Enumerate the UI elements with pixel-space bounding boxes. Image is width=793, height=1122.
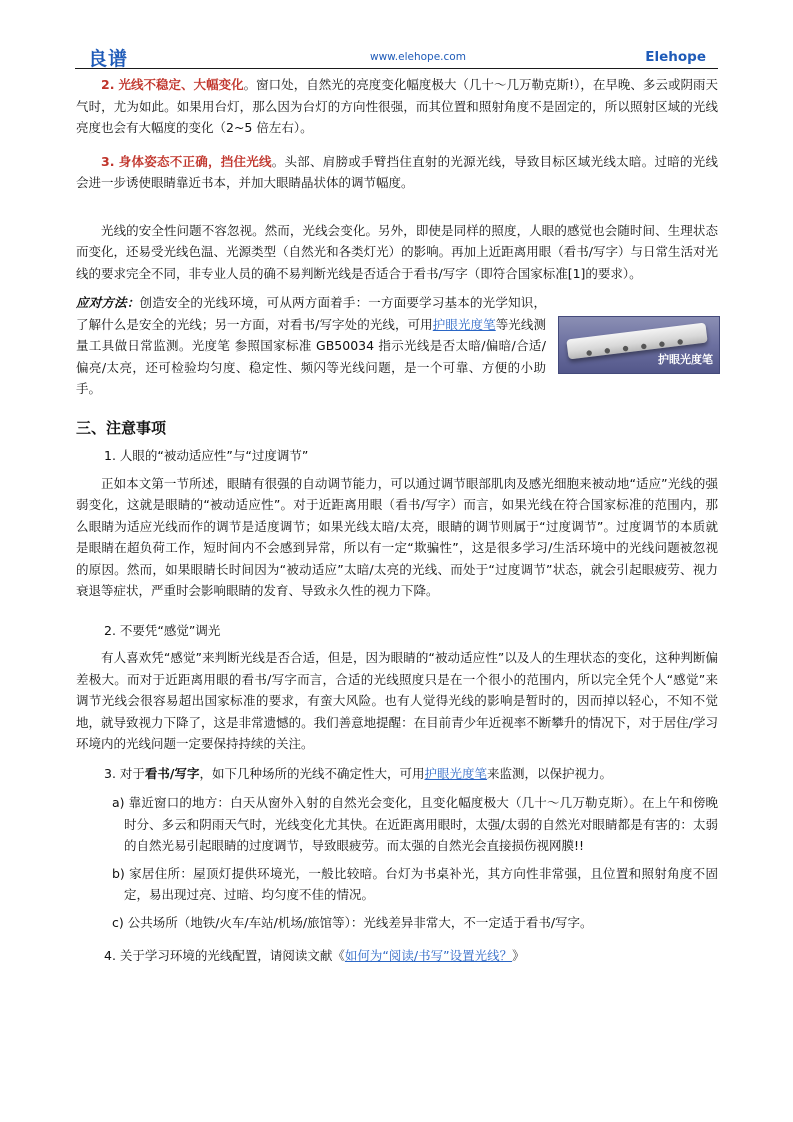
point-3-text: 。头部、肩膀或手臂挡住直射的光源光线，导致目标区域光线太暗。过暗的光线会进一步诱使眼睛靠近书本，并加大眼睛晶状体的调节幅度。 [76,153,718,190]
item-3-prefix: 3. 对于 [104,765,145,781]
method-text-2: 等光线测量工具做日常监测。光度笔 参照国家标准 GB50034 指示光线是否太暗/偏暗/合适/偏亮/太亮，还可检验均匀度、稳定性、频闪等光线问题，是一个可靠、方便的小助手。 [76,316,546,396]
item-4-prefix: 4. 关于学习环境的光线配置，请阅读文献《 [104,948,345,963]
method-section [76,292,718,400]
method-text-1: 创造安全的光线环境，可从两方面着手：一方面要学习基本的光学知识，了解什么是安全的光线；另一方面，对看书/写字处的光线，可用 [76,295,546,332]
page-header [88,44,706,70]
logo: 良谱 [88,48,129,70]
item-2-title: 2. 不要凭“感觉”调光 [104,622,221,638]
item-3-suffix: 来监测，以保护视力。 [487,765,613,781]
method-label: 应对方法： [76,295,140,310]
method-paragraph [76,292,546,400]
light-meter-link-2[interactable]: 护眼光度笔 [424,765,488,781]
reading-light-link[interactable]: 如何为“阅读/书写”设置光线？ [344,948,513,963]
point-2-number: 2. [101,77,115,92]
pen-indicator-dots: ● ● ● ● ● ● [585,336,689,358]
light-meter-pen-image [558,316,720,374]
site-url[interactable]: www.elehope.com [370,51,466,63]
item-4-suffix: 》 [512,948,525,963]
point-2-title: 光线不稳定、大幅变化 [118,77,244,92]
point-3-number: 3. [101,153,115,169]
item-2-text: 有人喜欢凭“感觉”来判断光线是否合适，但是，因为眼睛的“被动适应性”以及人的生理状态的变化，这种判断偏差极大。而对于近距离用眼的看书/写字而言，合适的光线照度只是在一个很小的范围内，所以完全凭个人“感觉”来调节光线会很容易超出国家标准的要求，有蛮大风险。也有人觉得光线的影响是暂时的，因而掉以轻心，不知不觉地，就导致视力下降了，这是非常遗憾的。我们善意地提醒：在目前青少年近视率不断攀升的情况下，对于居住/学习环境内的光线问题一定要保持持续的关注。 [76,650,718,751]
document-body [76,74,718,967]
pen-image-label: 护眼光度笔 [658,352,713,366]
item-3-title [76,763,718,785]
safety-paragraph: 光线的安全性问题不容忽视。然而，光线会变化。另外，即使是同样的照度，人眼的感觉也会随时间、生理状态而变化，还易受光线色温、光源类型（自然光和各类灯光）的影响。再加上近距离用眼（看书/写字）与日常生活对光线的要求完全不同，非专业人员的确不易判断光线是否适合于看书/写字（即符合国家标准[1]的要求）。 [76,222,718,281]
item-1-title: 1. 人眼的“被动适应性”与“过度调节” [104,448,309,463]
point-3 [76,151,718,194]
brand-name: Elehope [645,49,706,65]
item-3c: c) 公共场所（地铁/火车/车站/机场/旅馆等）：光线差异非常大，不一定适于看书/写字。 [112,914,593,930]
light-meter-link[interactable]: 护眼光度笔 [432,316,496,332]
point-2 [76,74,718,139]
item-1-text: 正如本文第一节所述，眼睛有很强的自动调节能力，可以通过调节眼部肌肉及感光细胞来被动地“适应”光线的强弱变化，这就是眼睛的“被动适应性”。对于近距离用眼（看书/写字）而言，如果光线在符合国家标准的范围内，那么眼睛为适应光线而作的调节是适度调节；如果光线太暗/太亮，眼睛的调节则属于“过度调节”。过度调节的本质就是眼睛在超负荷工作，短时间内不会感到异常，所以有一定“欺骗性”，这是很多学习/生活环境中的光线问题被忽视的原因。然而，如果眼睛长时间因为“被动适应”太暗/太亮的光线、而处于“过度调节”状态，就会引起眼疲劳、视力衰退等症状，严重时会影响眼睛的发育、导致永久性的视力下降。 [76,475,718,598]
item-3-bold: 看书/写字 [144,765,200,781]
header-divider [75,68,718,69]
point-2-text: 。窗口处，自然光的亮度变化幅度极大（几十～几万勒克斯!），在早晚、多云或阴雨天气时，尤为如此。如果用台灯，那么因为台灯的方向性很强，而其位置和照射角度不是固定的，所以照射区域的光线亮度也会有大幅度的变化（2~5 倍左右）。 [76,77,718,135]
item-3a: a) 靠近窗口的地方：白天从窗外入射的自然光会变化，且变化幅度极大（几十～几万勒克斯）。在上午和傍晚时分、多云和阴雨天气时，光线变化尤其快。在近距离用眼时，太强/太弱的自然光对眼睛都是有害的：太弱的自然光易引起眼睛的过度调节，导致眼疲劳。而太强的自然光会直接损伤视网膜!! [112,795,718,853]
section-3-heading: 三、注意事项 [76,418,167,437]
item-4 [76,945,718,967]
point-3-title: 身体姿态不正确，挡住光线 [118,153,272,169]
item-3b: b) 家居住所：屋顶灯提供环境光，一般比较暗。台灯为书桌补光，其方向性非常强，且位置和照射角度不固定，易出现过亮、过暗、均匀度不佳的情况。 [112,865,718,902]
item-3-mid: ，如下几种场所的光线不确定性大，可用 [199,765,425,781]
